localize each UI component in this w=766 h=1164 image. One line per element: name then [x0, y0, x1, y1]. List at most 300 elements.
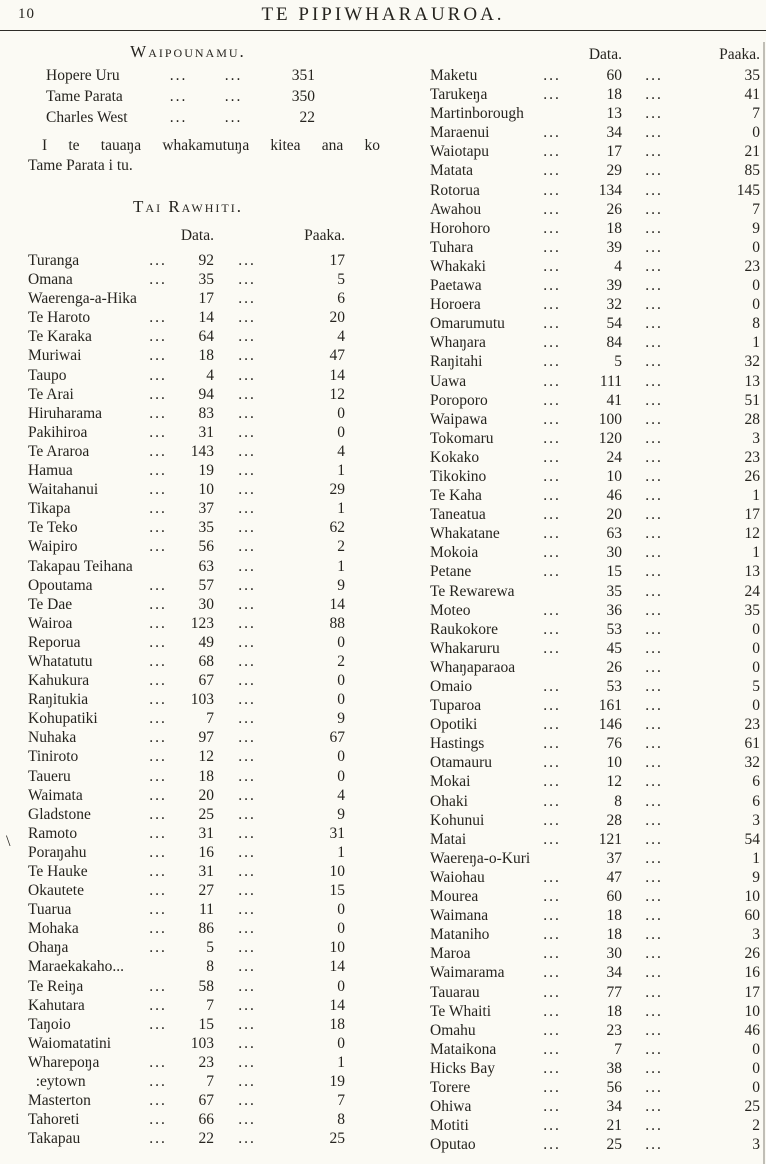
- right-table-header: [430, 45, 760, 64]
- dot-leader: ...: [543, 86, 561, 104]
- table-row: [430, 868, 760, 887]
- table-row: [28, 747, 348, 766]
- table-row: [430, 543, 760, 562]
- dot-leader: ...: [543, 639, 561, 657]
- data-value: 13: [606, 105, 622, 123]
- table-row: [430, 734, 760, 753]
- entry-name: Whaŋara: [430, 334, 486, 352]
- dot-leader: ...: [645, 181, 663, 199]
- paaka-value: 13: [744, 372, 760, 390]
- paaka-value: 1: [752, 849, 760, 867]
- table-row: [430, 85, 760, 104]
- column-header-data: Data.: [180, 227, 214, 244]
- data-value: 34: [606, 964, 622, 982]
- paaka-value: 28: [744, 410, 760, 428]
- right-table-rows: [430, 66, 760, 1154]
- data-value: 31: [198, 824, 214, 842]
- entry-name: Te Karaka: [28, 328, 92, 346]
- dot-leader: ...: [543, 277, 561, 295]
- table-row: [430, 448, 760, 467]
- dot-leader: ...: [543, 926, 561, 944]
- dot-leader: ...: [149, 442, 167, 460]
- paaka-value: 62: [329, 519, 345, 537]
- paaka-value: 0: [337, 767, 345, 785]
- dot-leader: ...: [238, 1092, 256, 1110]
- entry-name: Omaio: [430, 678, 473, 695]
- entry-name: Oputao: [430, 1136, 476, 1154]
- dot-leader: ...: [645, 1136, 663, 1154]
- dot-leader: ...: [645, 315, 663, 333]
- table-row: [430, 1040, 760, 1059]
- dot-leader: ...: [543, 754, 561, 772]
- dot-leader: ...: [238, 595, 256, 613]
- table-row: [430, 944, 760, 963]
- dot-leader: ...: [149, 901, 167, 919]
- table-row: [430, 677, 760, 696]
- dot-leader: ...: [543, 907, 561, 925]
- entry-name: Mourea: [430, 888, 479, 906]
- dot-leader: ...: [543, 200, 561, 218]
- data-value: 25: [606, 1136, 622, 1154]
- table-row: [28, 557, 348, 576]
- dot-leader: ...: [238, 557, 256, 575]
- data-value: 17: [198, 290, 214, 308]
- entry-name: Omahu: [430, 1021, 476, 1039]
- entry-name: Ohiwa: [430, 1098, 472, 1116]
- dot-leader: ...: [543, 1040, 561, 1058]
- dot-leader: ...: [645, 200, 663, 218]
- paaka-value: 2: [337, 538, 345, 556]
- table-row: [430, 410, 760, 429]
- table-row: [28, 366, 348, 385]
- paaka-value: 3: [752, 926, 760, 944]
- entry-name: Tuarua: [28, 901, 72, 919]
- entry-name: Waipiro: [28, 538, 78, 556]
- data-value: 18: [198, 347, 214, 365]
- table-row: [28, 385, 348, 404]
- entry-name: Whakatane: [430, 525, 500, 543]
- data-value: 14: [198, 309, 214, 327]
- dot-leader: ...: [149, 500, 167, 518]
- data-value: 37: [606, 849, 622, 867]
- section-heading-tai-rawhiti: Tai Rawhiti.: [133, 197, 243, 216]
- table-row: [28, 461, 348, 480]
- dot-leader: ...: [238, 481, 256, 499]
- data-value: 77: [606, 983, 622, 1001]
- dot-leader: ...: [543, 467, 561, 485]
- dot-leader: ...: [543, 792, 561, 810]
- data-value: 7: [206, 1073, 214, 1091]
- entry-name: Te Dae: [28, 595, 73, 613]
- entry-name: :eytown: [28, 1073, 86, 1091]
- entry-name: Te Whaiti: [430, 1002, 492, 1020]
- entry-name: Pakihiroa: [28, 423, 88, 441]
- table-row: [430, 372, 760, 391]
- entry-name: Matai: [430, 830, 467, 848]
- data-value: 39: [606, 277, 622, 295]
- dot-leader: ...: [169, 88, 188, 105]
- entry-name: Takapau: [28, 1130, 81, 1148]
- table-row: [430, 849, 760, 868]
- entry-name: Waimana: [430, 907, 489, 925]
- data-value: 67: [198, 1092, 214, 1110]
- data-value: 45: [606, 639, 622, 657]
- paaka-value: 10: [744, 1002, 760, 1020]
- dot-leader: ...: [149, 710, 167, 728]
- dot-leader: ...: [238, 767, 256, 785]
- paaka-value: 3: [752, 1136, 760, 1154]
- data-value: 68: [198, 652, 214, 670]
- dot-leader: ...: [543, 1002, 561, 1020]
- data-value: 35: [198, 519, 214, 537]
- dot-leader: ...: [645, 124, 663, 142]
- paaka-value: 0: [337, 423, 345, 441]
- entry-name: Paetawa: [430, 277, 482, 295]
- table-row: [28, 1072, 348, 1091]
- dot-leader: ...: [645, 487, 663, 505]
- data-value: 53: [606, 620, 622, 638]
- dot-leader: ...: [149, 824, 167, 842]
- paaka-value: 4: [337, 328, 345, 346]
- paaka-value: 0: [752, 124, 760, 142]
- entry-name: Nuhaka: [28, 729, 77, 747]
- dot-leader: ...: [238, 423, 256, 441]
- paaka-value: 25: [329, 1130, 345, 1148]
- data-value: 120: [598, 429, 622, 447]
- dot-leader: ...: [149, 882, 167, 900]
- entry-row: [46, 107, 315, 128]
- entry-name: Waereŋa-o-Kuri: [430, 849, 531, 867]
- entry-name: Maraekakaho...: [28, 958, 124, 976]
- dot-leader: [138, 957, 178, 976]
- entry-name: Opoutama: [28, 576, 93, 594]
- dot-leader: ...: [238, 385, 256, 403]
- entry-name: Charles West: [46, 109, 128, 126]
- data-value: 37: [198, 500, 214, 518]
- entry-name: Kohupatiki: [28, 710, 98, 728]
- data-value: 7: [614, 1040, 622, 1058]
- dot-leader: ...: [645, 1117, 663, 1135]
- data-value: 22: [198, 1130, 214, 1148]
- table-row: [430, 1078, 760, 1097]
- page-title: TE PIPIWHARAUROA.: [261, 4, 505, 25]
- dot-leader: ...: [645, 1098, 663, 1116]
- data-value: 47: [606, 868, 622, 886]
- paaka-value: 23: [744, 448, 760, 466]
- table-row: [430, 276, 760, 295]
- paaka-value: 24: [744, 582, 760, 600]
- dot-leader: ...: [238, 500, 256, 518]
- dot-leader: ...: [645, 754, 663, 772]
- dot-leader: ...: [238, 786, 256, 804]
- dot-leader: ...: [645, 86, 663, 104]
- paaka-value: 8: [752, 315, 760, 333]
- entry-name: Tame Parata: [46, 88, 123, 105]
- table-row: [430, 811, 760, 830]
- table-row: [28, 805, 348, 824]
- dot-leader: ...: [238, 538, 256, 556]
- dot-leader: ...: [645, 697, 663, 715]
- data-value: 10: [606, 754, 622, 772]
- entry-name: Masterton: [28, 1092, 91, 1110]
- table-row: [28, 919, 348, 938]
- data-value: 161: [598, 697, 622, 715]
- dot-leader: ...: [543, 67, 561, 84]
- dot-leader: ...: [645, 601, 663, 619]
- entry-name: Opotiki: [430, 716, 478, 734]
- dot-leader: ...: [149, 939, 167, 957]
- paaka-value: 2: [752, 1117, 760, 1135]
- dot-leader: ...: [149, 309, 167, 327]
- dot-leader: ...: [543, 334, 561, 352]
- table-row: [28, 614, 348, 633]
- table-row: [430, 753, 760, 772]
- dot-leader: ...: [149, 347, 167, 365]
- entry-name: Mohaka: [28, 920, 79, 938]
- paaka-value: 67: [329, 729, 345, 747]
- entry-name: Mataniho: [430, 926, 490, 944]
- table-row: [28, 499, 348, 518]
- table-row: [28, 996, 348, 1015]
- dot-leader: ...: [238, 328, 256, 346]
- paaka-value: 0: [752, 238, 760, 256]
- paaka-value: 60: [744, 907, 760, 925]
- dot-leader: ...: [169, 109, 188, 126]
- paaka-value: 17: [329, 252, 345, 269]
- dot-leader: ...: [543, 525, 561, 543]
- dot-leader: ...: [149, 576, 167, 594]
- data-value: 18: [606, 907, 622, 925]
- dot-leader: ...: [149, 729, 167, 747]
- table-row: [28, 786, 348, 805]
- dot-leader: ...: [645, 429, 663, 447]
- dot-leader: ...: [543, 983, 561, 1001]
- entry-row: [46, 86, 315, 107]
- paaka-value: 0: [337, 901, 345, 919]
- table-row: [28, 881, 348, 900]
- table-row: [430, 696, 760, 715]
- data-value: 146: [598, 716, 622, 734]
- dot-leader: ...: [149, 366, 167, 384]
- left-table-rows: [28, 251, 348, 1148]
- table-row: [28, 1091, 348, 1110]
- paaka-value: 14: [329, 996, 345, 1014]
- data-value: 5: [614, 353, 622, 371]
- paaka-value: 12: [329, 385, 345, 403]
- entry-name: Tuhara: [430, 238, 474, 256]
- table-row: [430, 983, 760, 1002]
- data-value: 30: [606, 945, 622, 963]
- paaka-value: 9: [337, 576, 345, 594]
- dot-leader: ...: [238, 1034, 256, 1052]
- dot-leader: ...: [645, 334, 663, 352]
- paaka-value: 6: [337, 290, 345, 308]
- paaka-value: 10: [744, 888, 760, 906]
- data-value: 143: [190, 442, 214, 460]
- dot-leader: ...: [543, 410, 561, 428]
- dot-leader: ...: [645, 964, 663, 982]
- dot-leader: ...: [543, 1098, 561, 1116]
- table-row: [430, 639, 760, 658]
- dot-leader: ...: [543, 716, 561, 734]
- paaka-value: 32: [744, 353, 760, 371]
- table-row: [430, 906, 760, 925]
- data-value: 63: [606, 525, 622, 543]
- dot-leader: ...: [645, 105, 663, 123]
- table-row: [28, 671, 348, 690]
- table-row: [430, 123, 760, 142]
- paaka-value: 0: [337, 920, 345, 938]
- table-row: [28, 862, 348, 881]
- entry-value: 350: [291, 88, 315, 105]
- dot-leader: ...: [238, 863, 256, 880]
- dot-leader: [530, 582, 574, 601]
- dot-leader: ...: [238, 672, 256, 690]
- dot-leader: ...: [149, 252, 167, 269]
- entry-name: Taŋoio: [28, 1015, 71, 1033]
- entry-name: Maketu: [430, 67, 478, 84]
- dot-leader: ...: [543, 811, 561, 829]
- entry-name: Okautete: [28, 882, 84, 900]
- table-row: [28, 652, 348, 671]
- paaka-value: 32: [744, 754, 760, 772]
- dot-leader: ...: [238, 633, 256, 651]
- paaka-value: 9: [337, 710, 345, 728]
- data-value: 26: [606, 658, 622, 676]
- data-value: 97: [198, 729, 214, 747]
- data-value: 25: [198, 805, 214, 823]
- entry-row: [46, 65, 315, 86]
- table-row: [28, 824, 348, 843]
- data-value: 123: [190, 614, 214, 632]
- data-value: 36: [606, 601, 622, 619]
- dot-leader: ...: [149, 672, 167, 690]
- paaka-value: 0: [337, 1034, 345, 1052]
- paaka-value: 0: [752, 639, 760, 657]
- dot-leader: ...: [645, 544, 663, 562]
- dot-leader: ...: [645, 716, 663, 734]
- data-value: 56: [198, 538, 214, 556]
- paaka-value: 145: [736, 181, 760, 199]
- dot-leader: ...: [149, 423, 167, 441]
- table-row: [430, 142, 760, 161]
- column-header-paaka: Paaka.: [719, 46, 760, 63]
- data-value: 10: [198, 481, 214, 499]
- paaka-value: 13: [744, 563, 760, 581]
- table-row: [430, 238, 760, 257]
- dot-leader: ...: [645, 868, 663, 886]
- paaka-value: 9: [752, 868, 760, 886]
- dot-leader: ...: [543, 735, 561, 753]
- paaka-value: 8: [337, 1111, 345, 1129]
- data-value: 12: [606, 773, 622, 791]
- dot-leader: ...: [543, 506, 561, 524]
- dot-leader: ...: [238, 576, 256, 594]
- dot-leader: ...: [645, 830, 663, 848]
- dot-leader: ...: [543, 601, 561, 619]
- dot-leader: ...: [645, 678, 663, 695]
- dot-leader: ...: [238, 901, 256, 919]
- table-row: [430, 104, 760, 123]
- table-row: [28, 346, 348, 365]
- dot-leader: ...: [149, 614, 167, 632]
- scan-edge-line: [763, 42, 765, 1164]
- dot-leader: ...: [238, 824, 256, 842]
- data-value: 58: [198, 977, 214, 995]
- data-value: 39: [606, 238, 622, 256]
- entry-name: Maraenui: [430, 124, 490, 142]
- dot-leader: ...: [238, 939, 256, 957]
- paaka-value: 21: [744, 143, 760, 161]
- dot-leader: ...: [149, 767, 167, 785]
- dot-leader: ...: [645, 410, 663, 428]
- entry-name: Mokoia: [430, 544, 479, 562]
- entry-name: Te Reiŋa: [28, 977, 84, 995]
- entry-name: Waiotapu: [430, 143, 490, 161]
- dot-leader: ...: [645, 639, 663, 657]
- data-value: 31: [198, 863, 214, 880]
- entry-name: Poroporo: [430, 391, 488, 409]
- data-value: 19: [198, 462, 214, 480]
- paaka-value: 0: [337, 977, 345, 995]
- paaka-value: 25: [744, 1098, 760, 1116]
- table-row: [28, 1129, 348, 1148]
- dot-leader: ...: [543, 143, 561, 161]
- dot-leader: ...: [149, 595, 167, 613]
- dot-leader: [530, 849, 574, 868]
- dot-leader: [138, 557, 178, 576]
- dot-leader: [530, 104, 574, 123]
- entry-name: Whaŋaparaoa: [430, 658, 516, 676]
- data-value: 63: [198, 557, 214, 575]
- entry-name: Kokako: [430, 448, 480, 466]
- entry-name: Torere: [430, 1078, 471, 1096]
- data-value: 23: [198, 1053, 214, 1071]
- paaka-value: 19: [329, 1073, 345, 1091]
- table-row: [430, 295, 760, 314]
- table-row: [28, 595, 348, 614]
- table-row: [430, 486, 760, 505]
- entry-name: Whakaruru: [430, 639, 500, 657]
- paaka-value: 35: [744, 601, 760, 619]
- dot-leader: ...: [149, 481, 167, 499]
- data-value: 23: [606, 1021, 622, 1039]
- dot-leader: ...: [645, 506, 663, 524]
- paaka-value: 51: [744, 391, 760, 409]
- data-value: 94: [198, 385, 214, 403]
- table-row: [28, 767, 348, 786]
- dot-leader: ...: [149, 519, 167, 537]
- data-value: 84: [606, 334, 622, 352]
- data-value: 103: [190, 1034, 214, 1052]
- entry-name: Hastings: [430, 735, 485, 753]
- table-row: [430, 1116, 760, 1135]
- paaka-value: 18: [329, 1015, 345, 1033]
- paaka-value: 0: [752, 620, 760, 638]
- table-row: [430, 1097, 760, 1116]
- dot-leader: ...: [149, 652, 167, 670]
- table-row: [430, 582, 760, 601]
- table-row: [430, 715, 760, 734]
- dot-leader: ...: [149, 748, 167, 766]
- dot-leader: ...: [645, 773, 663, 791]
- data-value: 46: [606, 487, 622, 505]
- data-value: 34: [606, 124, 622, 142]
- entry-name: Hiruharama: [28, 404, 103, 422]
- data-value: 35: [606, 582, 622, 600]
- entry-name: Hamua: [28, 462, 73, 480]
- entry-name: Mokai: [430, 773, 471, 791]
